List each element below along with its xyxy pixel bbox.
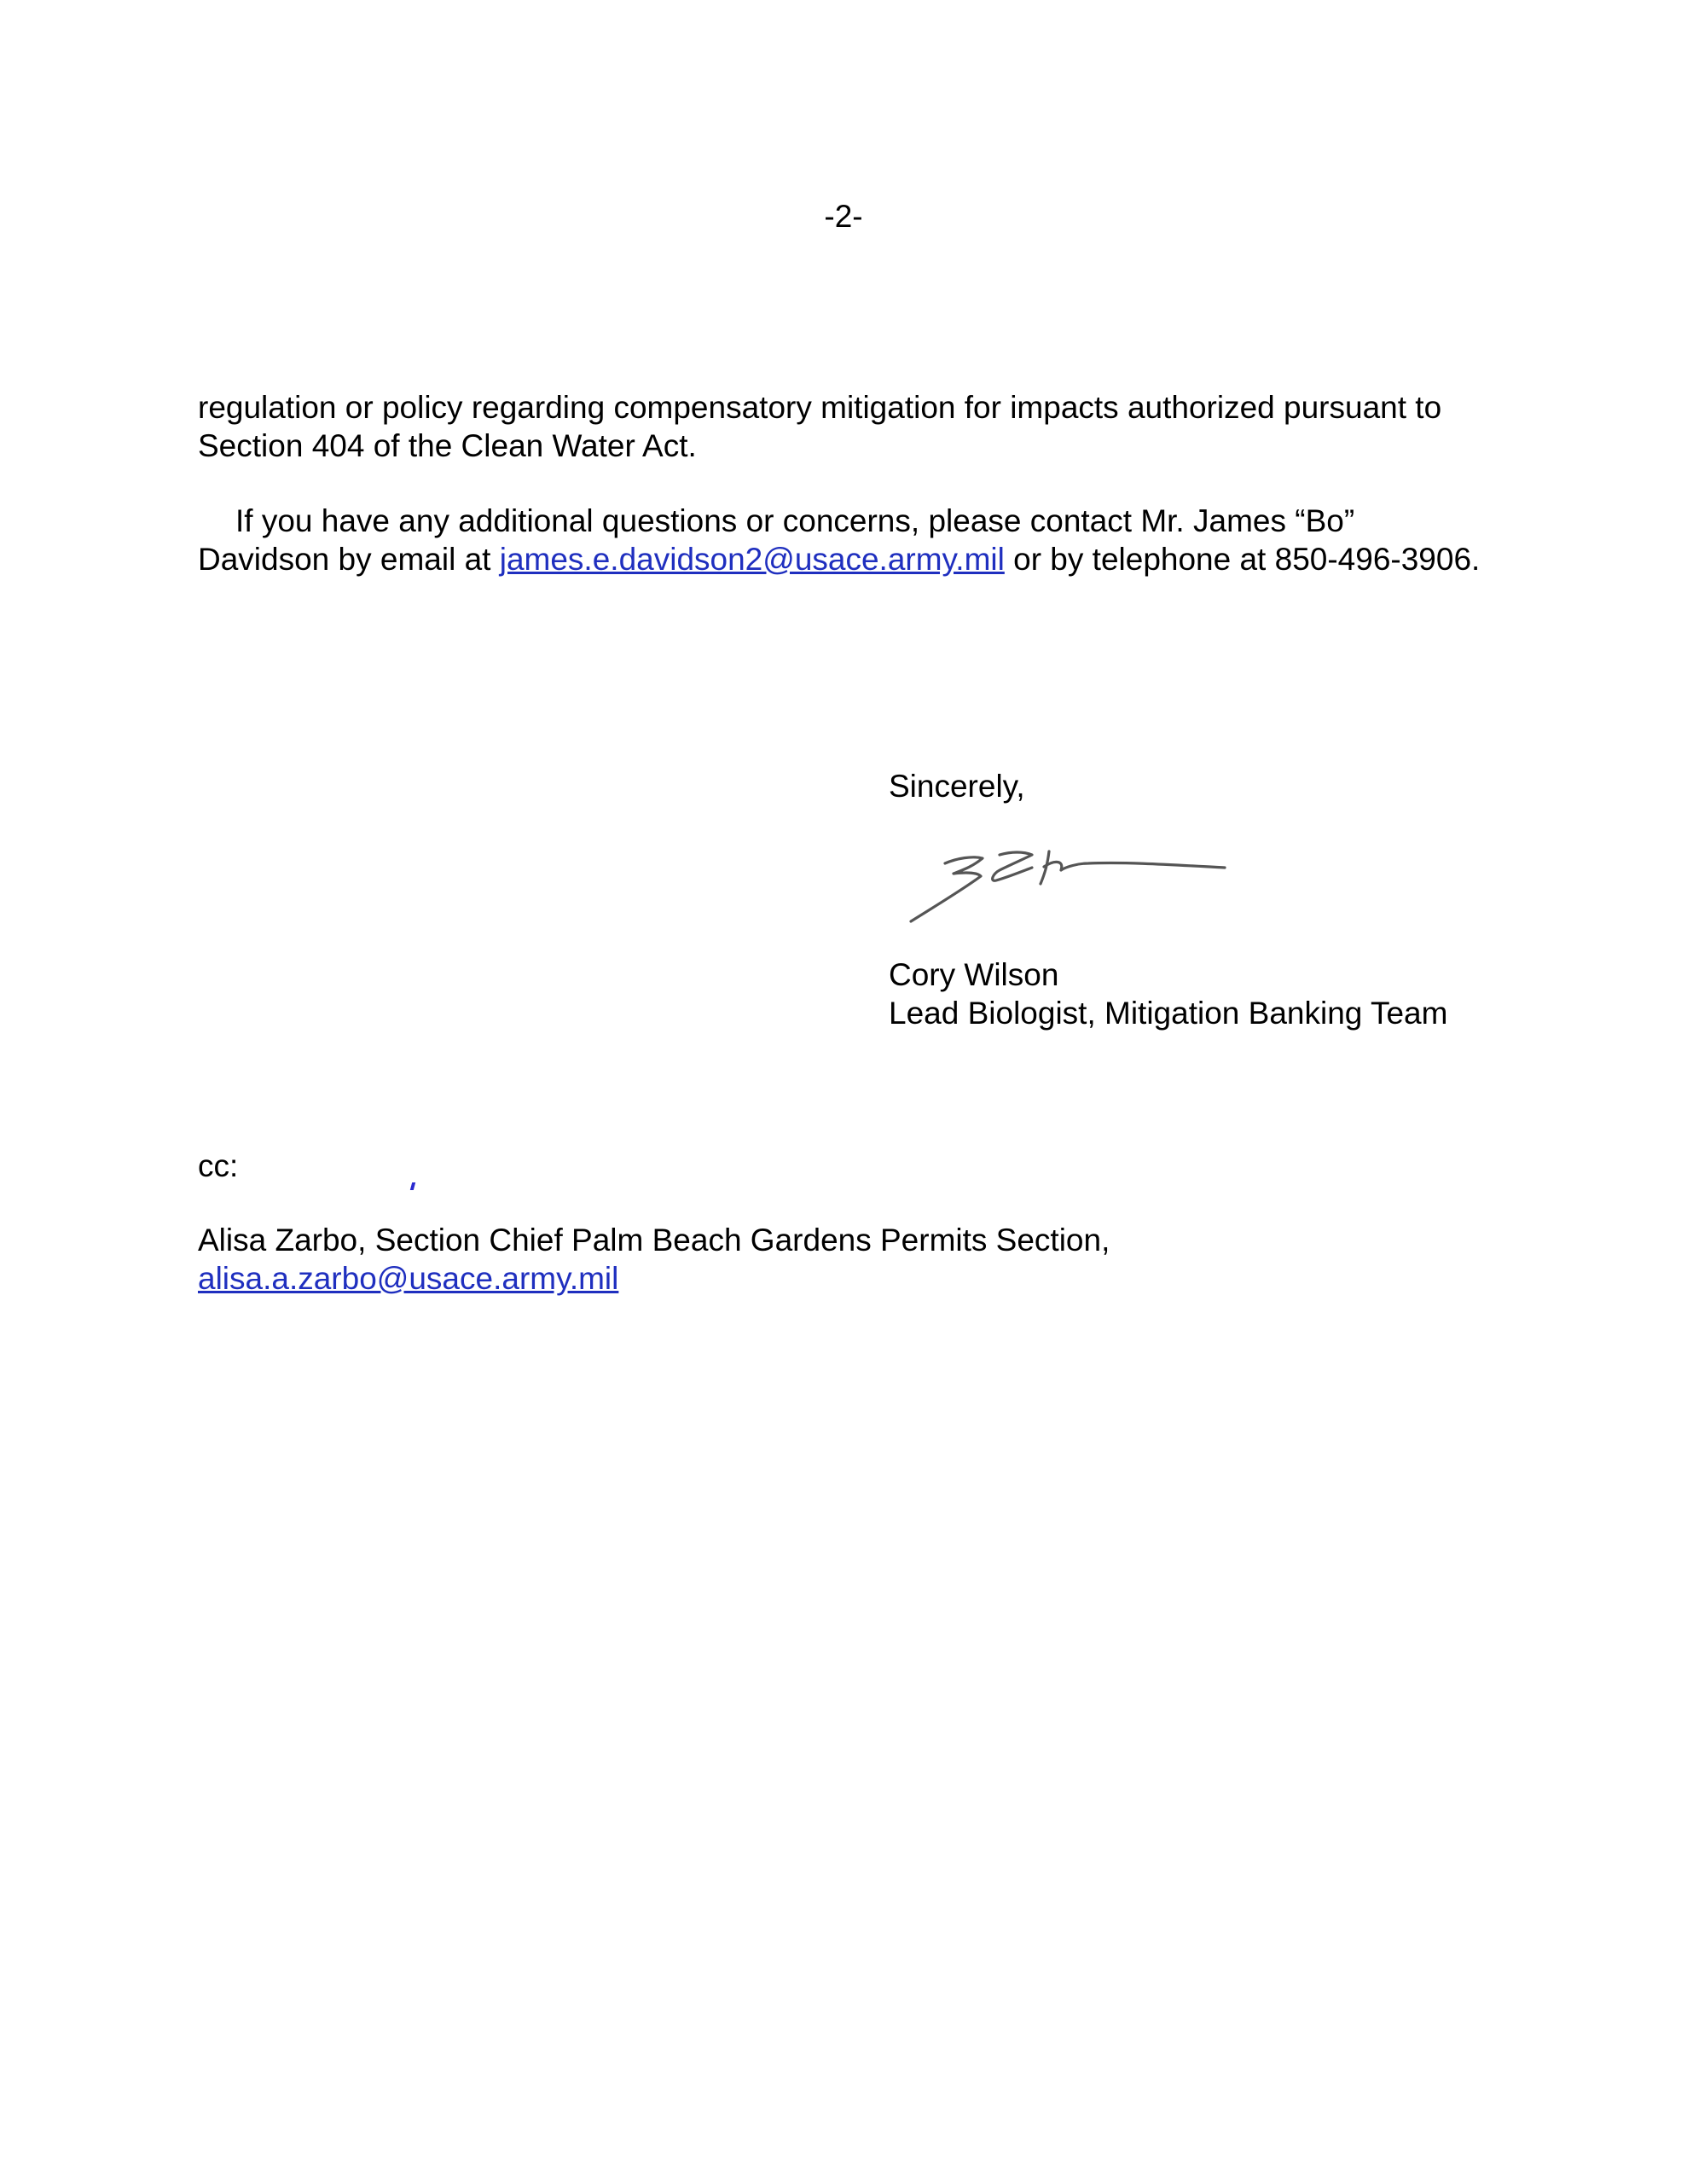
redaction-artifact — [410, 1182, 415, 1190]
page-number: -2- — [824, 199, 863, 234]
davidson-email-link[interactable]: james.e.davidson2@usace.army.mil — [499, 542, 1005, 577]
cc-entry-line: Alisa Zarbo, Section Chief Palm Beach Gardens Permits Section, — [198, 1223, 1110, 1258]
zarbo-email-link[interactable]: alisa.a.zarbo@usace.army.mil — [198, 1261, 619, 1296]
paragraph-regulation: regulation or policy regarding compensatory mitigation for impacts authorized pursuant to Section 404 of the Clean Water Act. — [198, 390, 1442, 463]
contact-text-before: If you have any additional questions or concerns, please contact Mr. James “Bo” Davidson by email at — [198, 503, 1355, 577]
closing-salutation: Sincerely, — [889, 769, 1025, 804]
contact-text-after: or by telephone at 850-496-3906. — [1004, 542, 1481, 577]
paragraph-contact — [198, 502, 1494, 578]
signer-title: Lead Biologist, Mitigation Banking Team — [889, 996, 1448, 1031]
signer-name: Cory Wilson — [889, 957, 1059, 992]
signer-block — [889, 956, 1447, 1032]
cc-label: cc: — [198, 1148, 239, 1183]
handwritten-signature — [904, 845, 1245, 930]
cc-entry — [198, 1221, 1110, 1298]
